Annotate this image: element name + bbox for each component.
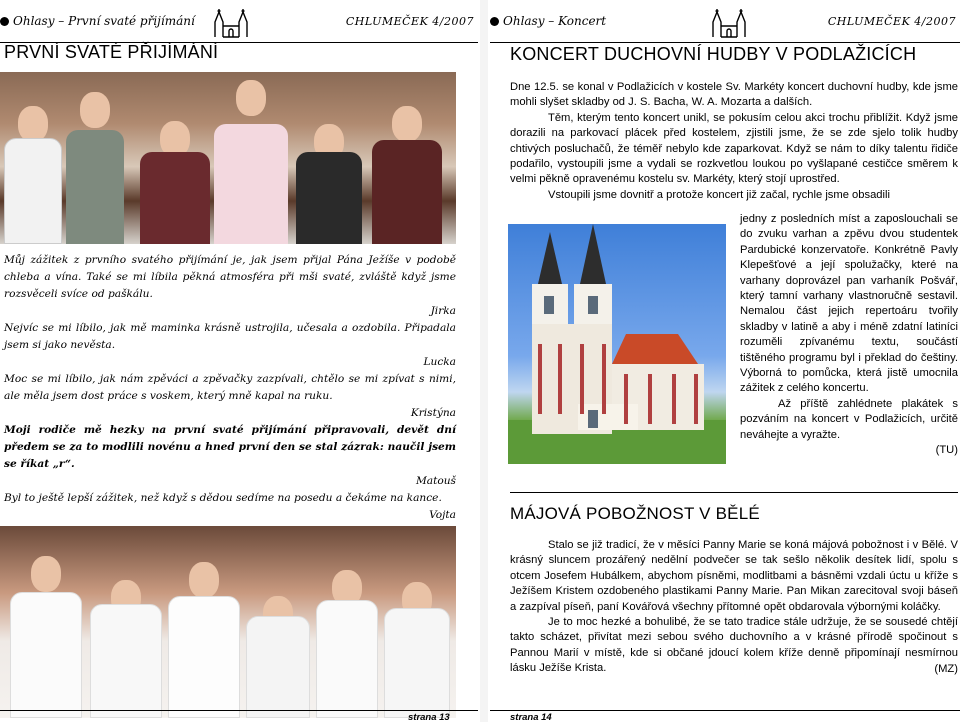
quote-text: Můj zážitek z prvního svatého přijímání je, jak jsem přijal Pána Ježíše v podobě chleba a vína. Také se mi líbila pěkná atmosféra při mši svaté, zvláště když jsme rozsvěceli svíce od paškálu. — [4, 254, 456, 300]
section-label: Ohlasy – Koncert — [490, 14, 606, 28]
running-header — [490, 8, 960, 34]
quote-signature: Vojta — [429, 509, 456, 521]
quote-text: Moji rodiče mě hezky na první svaté přijímání připravovali, devět dní předem se za to modlili novénu a hned první den se stal zázrak: naučil jsem se říkat „r“. — [4, 424, 456, 470]
concert-intro — [510, 80, 958, 203]
footer-rule — [0, 710, 478, 711]
page-13 — [0, 0, 478, 722]
quote-signature: Jirka — [430, 305, 456, 317]
child-figure — [384, 568, 450, 718]
child-figure — [140, 99, 210, 244]
child-figure — [246, 578, 310, 718]
author-signature: (MZ) — [934, 662, 958, 675]
quote-signature: Lucka — [423, 356, 456, 368]
section-rule — [510, 492, 958, 493]
author-signature: (TU) — [935, 444, 958, 457]
child-figure — [372, 92, 442, 244]
paragraph: Vstoupili jsme dovnitř a protože koncert již začal, rychle jsme obsadili — [548, 188, 890, 201]
paragraph: Až příště zahlédnete plakátek s pozváním na koncert v Podlažicích, určitě neváhejte a vyražte. — [740, 397, 958, 441]
child-figure — [66, 84, 124, 244]
paragraph: Je to moc hezké a bohulibé, že se tato tradice stále udržuje, že se sousedé chtějí takto scházet, přivítat mezi sebou svého duchovního a v krásné přírodě spočinout s Pannou Marií v místě, kde si občané jdoucí kolem kříže denně připomínají nesmírnou lásku Ježíše Krista. — [510, 616, 958, 675]
bullet-icon — [490, 17, 499, 26]
section-label: Ohlasy – První svaté přijímání — [0, 14, 195, 28]
child-figure — [214, 76, 288, 244]
communion-boys-photo — [0, 72, 456, 244]
church-logo-icon — [708, 8, 750, 38]
paragraph: Těm, kterým tento koncert unikl, se pokusím celou akci trochu přiblížit. Když jsme dorazili na parkovací plácek před kostelem, zjistili jsme, že se zde sjelo tolik hudby chtivých posluchačů, že téměř nebylo kde zaparkovat. Když se nám to díky talentu řidiče podařilo, vystoupili jsme a vydali se rozkvetlou loukou po vyšlapané cestičce směrem k velmi pěkně opravenému kostelu sv. Markéty, který stojí uprostřed. — [510, 111, 958, 186]
child-figure — [10, 550, 82, 718]
footer-rule — [490, 710, 960, 711]
quotes-block — [4, 252, 456, 558]
quote-text: Moc se mi líbilo, jak nám zpěváci a zpěvačky zazpívali, chtělo se mi zpívat s nimi, ale měla jsem dost práce s voskem, který mně kapal na ruku. — [4, 373, 456, 402]
paragraph: Stalo se již tradicí, že v měsíci Panny Marie se koná májová pobožnost i v Bělé. V krásný sluncem prozářený nedělní podvečer se tak sešlo několik desítek lidí, spolu s otcem Josefem Hubálkem, abychom písněmi, modlitbami a básněmi vzdali úctu u kříže s Ježíšem Kristem ozdobeného plastikami Panny Marie. Pan Mikan zarecitoval svoji báseň a zazpíval píseň, paní Kovářová všechny přítomné opět obdarovala výbornými koláčky. — [510, 539, 958, 613]
child-figure — [90, 566, 162, 718]
church-photo — [508, 224, 726, 464]
page-gutter — [480, 0, 488, 722]
church-logo-icon — [210, 8, 252, 38]
paragraph: jedny z posledních míst a zaposlouchali se do zvuku varhan a zpěvu dvou studentek Pardubické konzervatoře. Konkrétně Pavly Klepešťové a její spolužačky, které na varhany doprovázel pan varhaník Pošvář, který tamní varhany vlastnoručně sestavil. Nemalou část jejich repertoáru tvořily skladby v latině a aby i méně zdatní latiníci rozuměli zpívanému textu, součástí tištěného programu byl i překlad do češtiny. Výborná to pomůcka, která jistě umocnila zážitek z celého koncertu. — [740, 213, 958, 395]
running-header — [0, 8, 478, 34]
child-figure — [4, 94, 62, 244]
child-figure — [316, 560, 378, 718]
article-title: PRVNÍ SVATÉ PŘIJÍMÁNÍ — [4, 42, 219, 62]
paragraph: Dne 12.5. se konal v Podlažicích v kostele Sv. Markéty koncert duchovní hudby, kde jsme mohli slyšet skladby od J. S. Bacha, W. A. Mozarta a dalších. — [510, 81, 958, 109]
quote-signature: Matouš — [415, 475, 456, 487]
child-figure — [168, 554, 240, 718]
communion-girls-photo — [0, 526, 456, 718]
page-number: strana 14 — [510, 712, 552, 723]
quote-text: Byl to ještě lepší zážitek, než když s dědou sedíme na posedu a čekáme na kance. — [4, 492, 442, 504]
page-number: strana 13 — [408, 712, 450, 723]
child-figure — [296, 104, 362, 244]
church-illustration — [508, 224, 726, 464]
majova-text — [510, 538, 958, 677]
article-title: MÁJOVÁ POBOŽNOST V BĚLÉ — [510, 504, 760, 523]
bullet-icon — [0, 17, 9, 26]
article-title: KONCERT DUCHOVNÍ HUDBY V PODLAŽICÍCH — [510, 44, 917, 64]
concert-column — [740, 212, 958, 459]
quote-text: Nejvíc se mi líbilo, jak mě maminka krásně ustrojila, učesala a ozdobila. Připadala jsem si jako nevěsta. — [4, 322, 456, 351]
issue-label: CHLUMEČEK 4/2007 — [345, 15, 474, 28]
quote-signature: Kristýna — [410, 407, 456, 419]
issue-label: CHLUMEČEK 4/2007 — [827, 15, 956, 28]
header-rule — [490, 42, 960, 43]
